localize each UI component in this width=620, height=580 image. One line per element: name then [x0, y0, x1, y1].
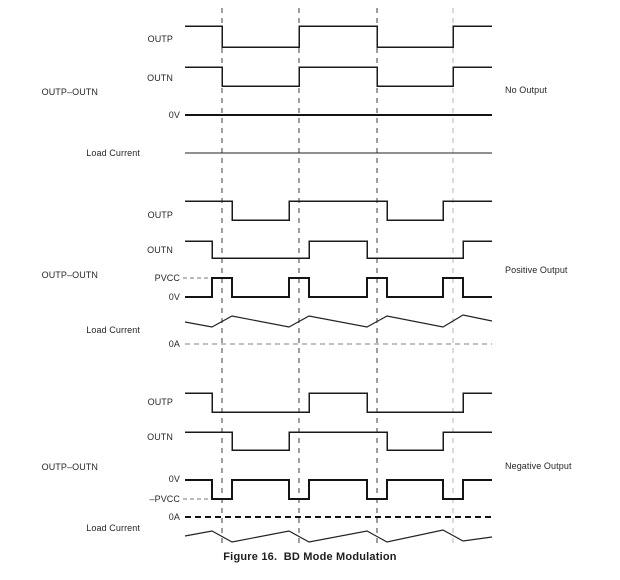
- label-0v-negative: 0V: [168, 474, 180, 484]
- label-negative-output: Negative Output: [505, 461, 572, 471]
- label-positive-output: Positive Output: [505, 265, 568, 275]
- trace-outp-no-output: [185, 26, 492, 47]
- label-load-current-positive: Load Current: [86, 325, 140, 335]
- label-0a-positive: 0A: [168, 339, 180, 349]
- trace-outp-positive: [185, 201, 492, 220]
- label-outp-positive: OUTP: [147, 210, 173, 220]
- label-outn-positive: OUTN: [147, 245, 173, 255]
- trace-load-current-negative: [185, 530, 492, 542]
- label-outp-outn-no-output: OUTP–OUTN: [41, 87, 98, 97]
- label-no-output: No Output: [505, 85, 547, 95]
- label-outn-no-output: OUTN: [147, 73, 173, 83]
- trace-diff-negative: [185, 480, 492, 499]
- label-neg-pvcc-negative: –PVCC: [149, 494, 180, 504]
- label-0v-no-output: 0V: [168, 110, 180, 120]
- trace-outn-no-output: [185, 67, 492, 86]
- label-outp-outn-positive: OUTP–OUTN: [41, 270, 98, 280]
- label-outp-negative: OUTP: [147, 397, 173, 407]
- label-outp-no-output: OUTP: [147, 34, 173, 44]
- trace-outn-negative: [185, 432, 492, 450]
- trace-outp-negative: [185, 393, 492, 412]
- label-pvcc-positive: PVCC: [154, 273, 180, 283]
- trace-diff-positive: [185, 278, 492, 297]
- label-load-current-negative: Load Current: [86, 523, 140, 533]
- label-0v-positive: 0V: [168, 292, 180, 302]
- label-0a-negative: 0A: [168, 512, 180, 522]
- trace-outn-positive: [185, 241, 492, 258]
- trace-load-current-positive: [185, 315, 492, 327]
- label-outp-outn-negative: OUTP–OUTN: [41, 462, 98, 472]
- label-outn-negative: OUTN: [147, 432, 173, 442]
- figure-caption: Figure 16. BD Mode Modulation: [223, 551, 397, 563]
- label-load-current-no-output: Load Current: [86, 148, 140, 158]
